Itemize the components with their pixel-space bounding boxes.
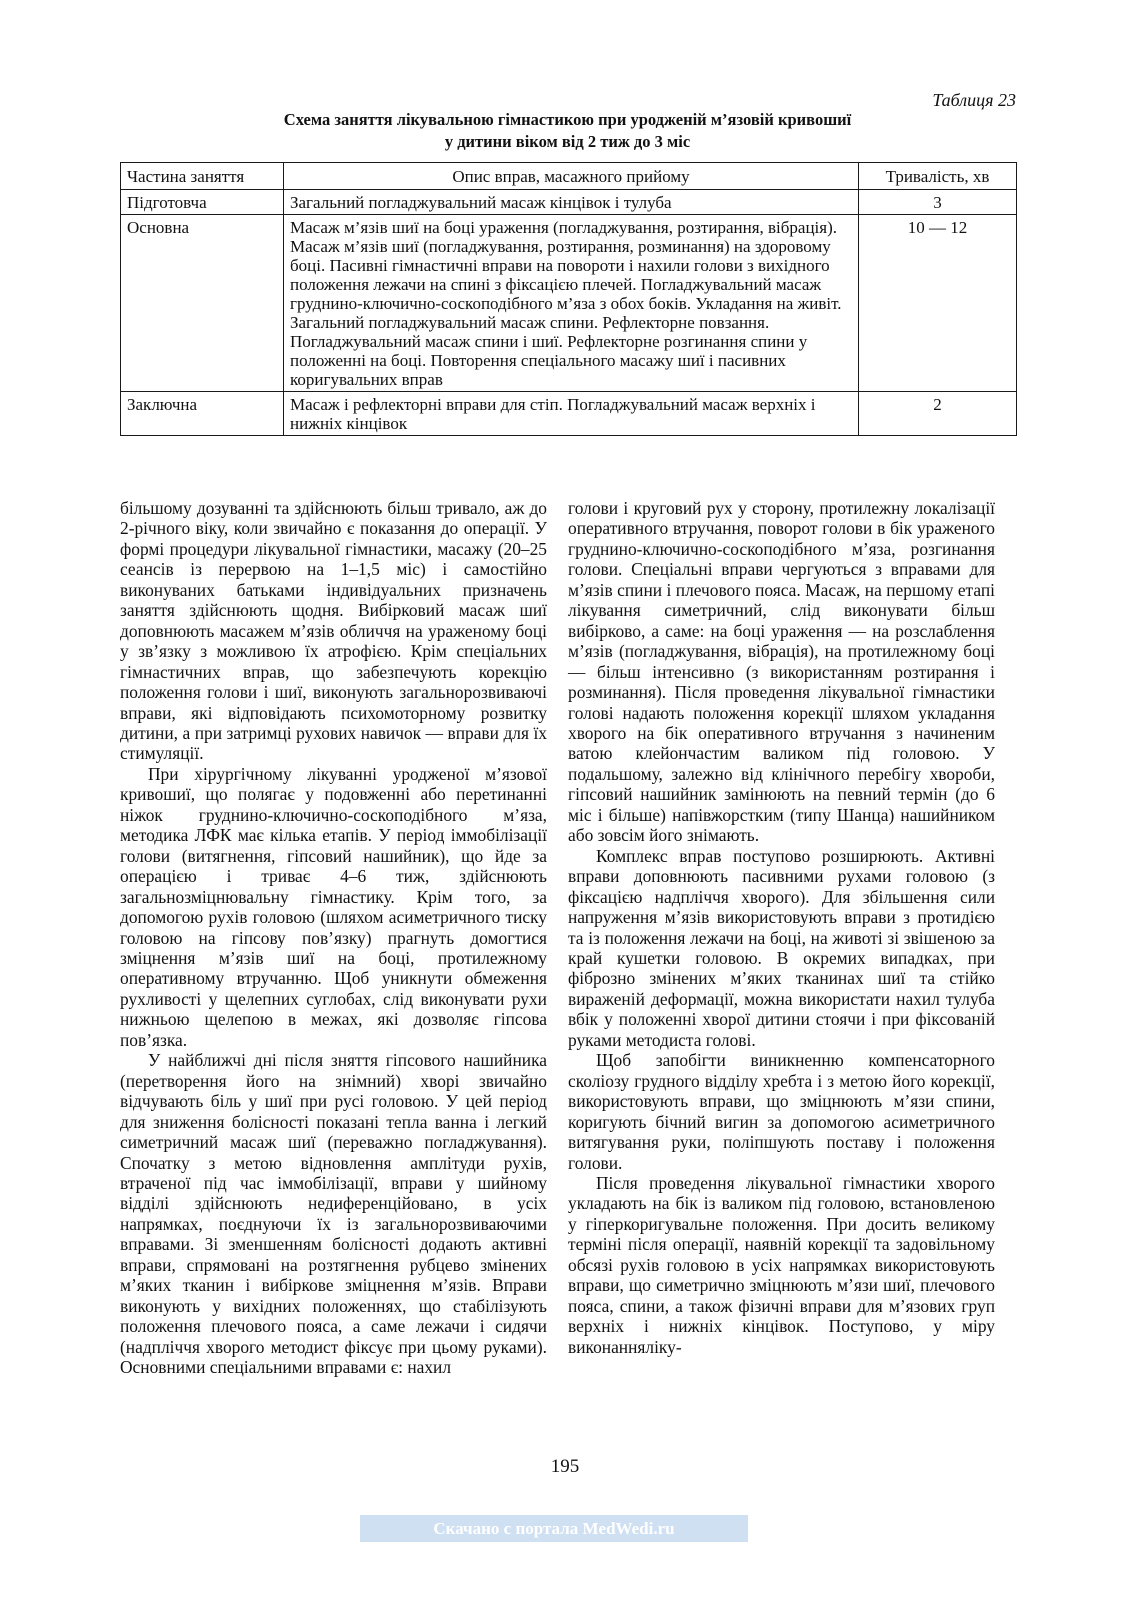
table-label: Таблиця 23 <box>932 90 1016 110</box>
row-duration: 10 — 12 <box>859 215 1017 392</box>
row-description: Загальний погладжувальний масаж кінцівок і тулуба <box>284 190 859 215</box>
header-duration: Тривалість, хв <box>859 163 1017 190</box>
row-description: Масаж і рефлекторні вправи для стіп. Погладжувальний масаж верхніх і нижніх кінцівок <box>284 392 859 436</box>
paragraph: Комплекс вправ поступово розширюють. Активні вправи доповнюють пасивними рухами головою (з фіксацією надпліччя хворого). Для збільшення сили напруження м’язів використовують вправи з протидією та із положення лежачи на боці, на животі зі звішеною за край кушетки головою. В окремих випадках, при фіброзно змінених м’яких тканинах шиї та стійко вираженій деформації, можна використати нахил тулуба вбік у положенні хворої дитини стоячи і при фіксованій руками методиста голові. <box>568 845 995 1050</box>
row-part: Підготовча <box>121 190 284 215</box>
page-number: 195 <box>550 1456 580 1477</box>
paragraph: більшому дозуванні та здійснюють більш тривало, аж до 2-річного віку, коли звичайно є показання до операції. У формі процедури лікувальної гімнастики, масажу (20–25 сеансів із перервою на 1–1,5 міс) і самостійно виконуваних батьками індивідуальних призначень заняття здійснюють щодня. Вибірковий масаж шиї доповнюють масажем м’язів обличчя на ураженому боці у зв’язку з можливою їх атрофією. Крім спеціальних гімнастичних вправ, що забезпечують корекцію положення голови і шиї, виконують загальнорозвиваючі вправи, які відповідають психомоторному розвитку дитини, а при затримці рухових навичок — вправи для їх стимуляції. <box>120 498 547 764</box>
row-description: Масаж м’язів шиї на боці ураження (погладжування, розтирання, вібрація). Масаж м’язів шиї (погладжування, розтирання, розминання) на здоровому боці. Пасивні гімнастичні вправи на повороти і нахили голови з вихідного положення лежачи на спині з фіксацією плечей. Погладжувальний масаж груднино-ключично-соскоподібного м’яза з обох боків. Укладання на живіт. Загальний погладжувальний масаж спини. Рефлекторне повзання. Погладжувальний масаж спини і шиї. Рефлекторне розгинання спини у положенні на боці. Повторення спеціального масажу шиї і пасивних коригувальних вправ <box>284 215 859 392</box>
header-description: Опис вправ, масажного прийому <box>284 163 859 190</box>
table-header-row <box>121 163 1017 190</box>
download-watermark-link[interactable]: Скачано с портала MedWedi.ru <box>360 1515 748 1542</box>
paragraph: У найближчі дні після зняття гіпсового нашийника (перетворення його на знімний) хворі звичайно відчувають біль у шиї при русі головою. У цей період для зниження болісності показані тепла ванна і легкий симетричний масаж шиї (переважно погладжування). Спочатку з метою відновлення амплітуди рухів, втраченої під час іммобілізації, вправи у шийному відділі здійснюють недиференційовано, в усіх напрямках, поєднуючи їх із загальнорозвиваючими вправами. Зі зменшенням болісності додають активні вправи, спрямовані на розтягнення рубцево змінених м’яких тканин і вибіркове зміцнення м’язів. Вправи виконують у вихідних положеннях, що стабілізують положення плечового пояса, а саме лежачи і сидячи (надпліччя хворого методист фіксує при цьому руками). Основними спеціальними вправами є: нахил <box>120 1050 547 1378</box>
row-part: Заключна <box>121 392 284 436</box>
paragraph: При хірургічному лікуванні уродженої м’язової кривошиї, що полягає у подовженні або перетинанні ніжок груднино-ключично-соскоподібного м’яза, методика ЛФК має кілька етапів. У період іммобілізації голови (витягнення, гіпсовий нашийник), що йде за операцією і триває 4–6 тиж, здійснюють загальнозміцнювальну гімнастику. Крім того, за допомогою рухів головою (шляхом асиметричного тиску головою на гіпсову пов’язку) прагнуть домогтися зміцнення м’язів шиї на боці, протилежному оперативному втручанню. Щоб уникнути обмеження рухливості у щелепних суглобах, слід виконувати рухи нижньою щелепою в межах, які дозволяє гіпсова пов’язка. <box>120 763 547 1050</box>
table-row <box>121 190 1017 215</box>
right-text-column <box>568 498 995 1357</box>
paragraph: голови і круговий рух у сторону, протилежну локалізації оперативного втручання, поворот голови в бік ураженого груднино-ключично-соскоподібного м’яза, розгинання голови. Спеціальні вправи чергуються з вправами для м’язів спини і плечового пояса. Масаж, на першому етапі лікування симетричний, слід виконувати більш вибірково, а саме: на боці ураження — на розслаблення м’язів (погладжування, вібрація), на протилежному боці — більш інтенсивно (з використанням розтирання і розминання). Після проведення лікувальної гімнастики голові надають положення корекції шляхом укладання хворого на бік оперативного втручання з начиненим ватою клейончастим валиком під головою. У подальшому, залежно від клінічного перебігу хвороби, гіпсовий нашийник замінюють на певний термін (до 6 міс і більше) напівжорстким (типу Шанца) нашийником або зовсім його знімають. <box>568 498 995 846</box>
left-text-column <box>120 498 547 1377</box>
table-title-line-1: Схема заняття лікувальною гімнастикою при уродженій м’язовій кривошиї <box>283 110 852 129</box>
header-part: Частина заняття <box>121 163 284 190</box>
table-title-line-2: у дитини віком від 2 тиж до 3 міс <box>444 132 691 151</box>
table-row <box>121 392 1017 436</box>
row-duration: 3 <box>859 190 1017 215</box>
paragraph: Щоб запобігти виникненню компенсаторного сколіозу грудного відділу хребта і з метою його корекції, використовують вправи, що зміцнюють м’язи спини, коригують бічний вигин за допомогою асиметричного витягування руки, поліпшують поставу і положення голови. <box>568 1050 995 1173</box>
row-duration: 2 <box>859 392 1017 436</box>
table-title <box>120 109 1015 153</box>
paragraph: Після проведення лікувальної гімнастики хворого укладають на бік із валиком під головою, встановленою у гіперкоригувальне положення. При досить великому терміні після операції, наявній корекції та задовільному обсязі рухів головою в усіх напрямках використовують вправи, що симетрично зміцнюють м’язи шиї, плечового пояса, спини, а також фізичні вправи для м’язових груп верхніх і нижніх кінцівок. Поступово, у міру виконанняліку- <box>568 1172 995 1357</box>
table-row <box>121 215 1017 392</box>
exercise-schema-table <box>120 162 1017 436</box>
row-part: Основна <box>121 215 284 392</box>
